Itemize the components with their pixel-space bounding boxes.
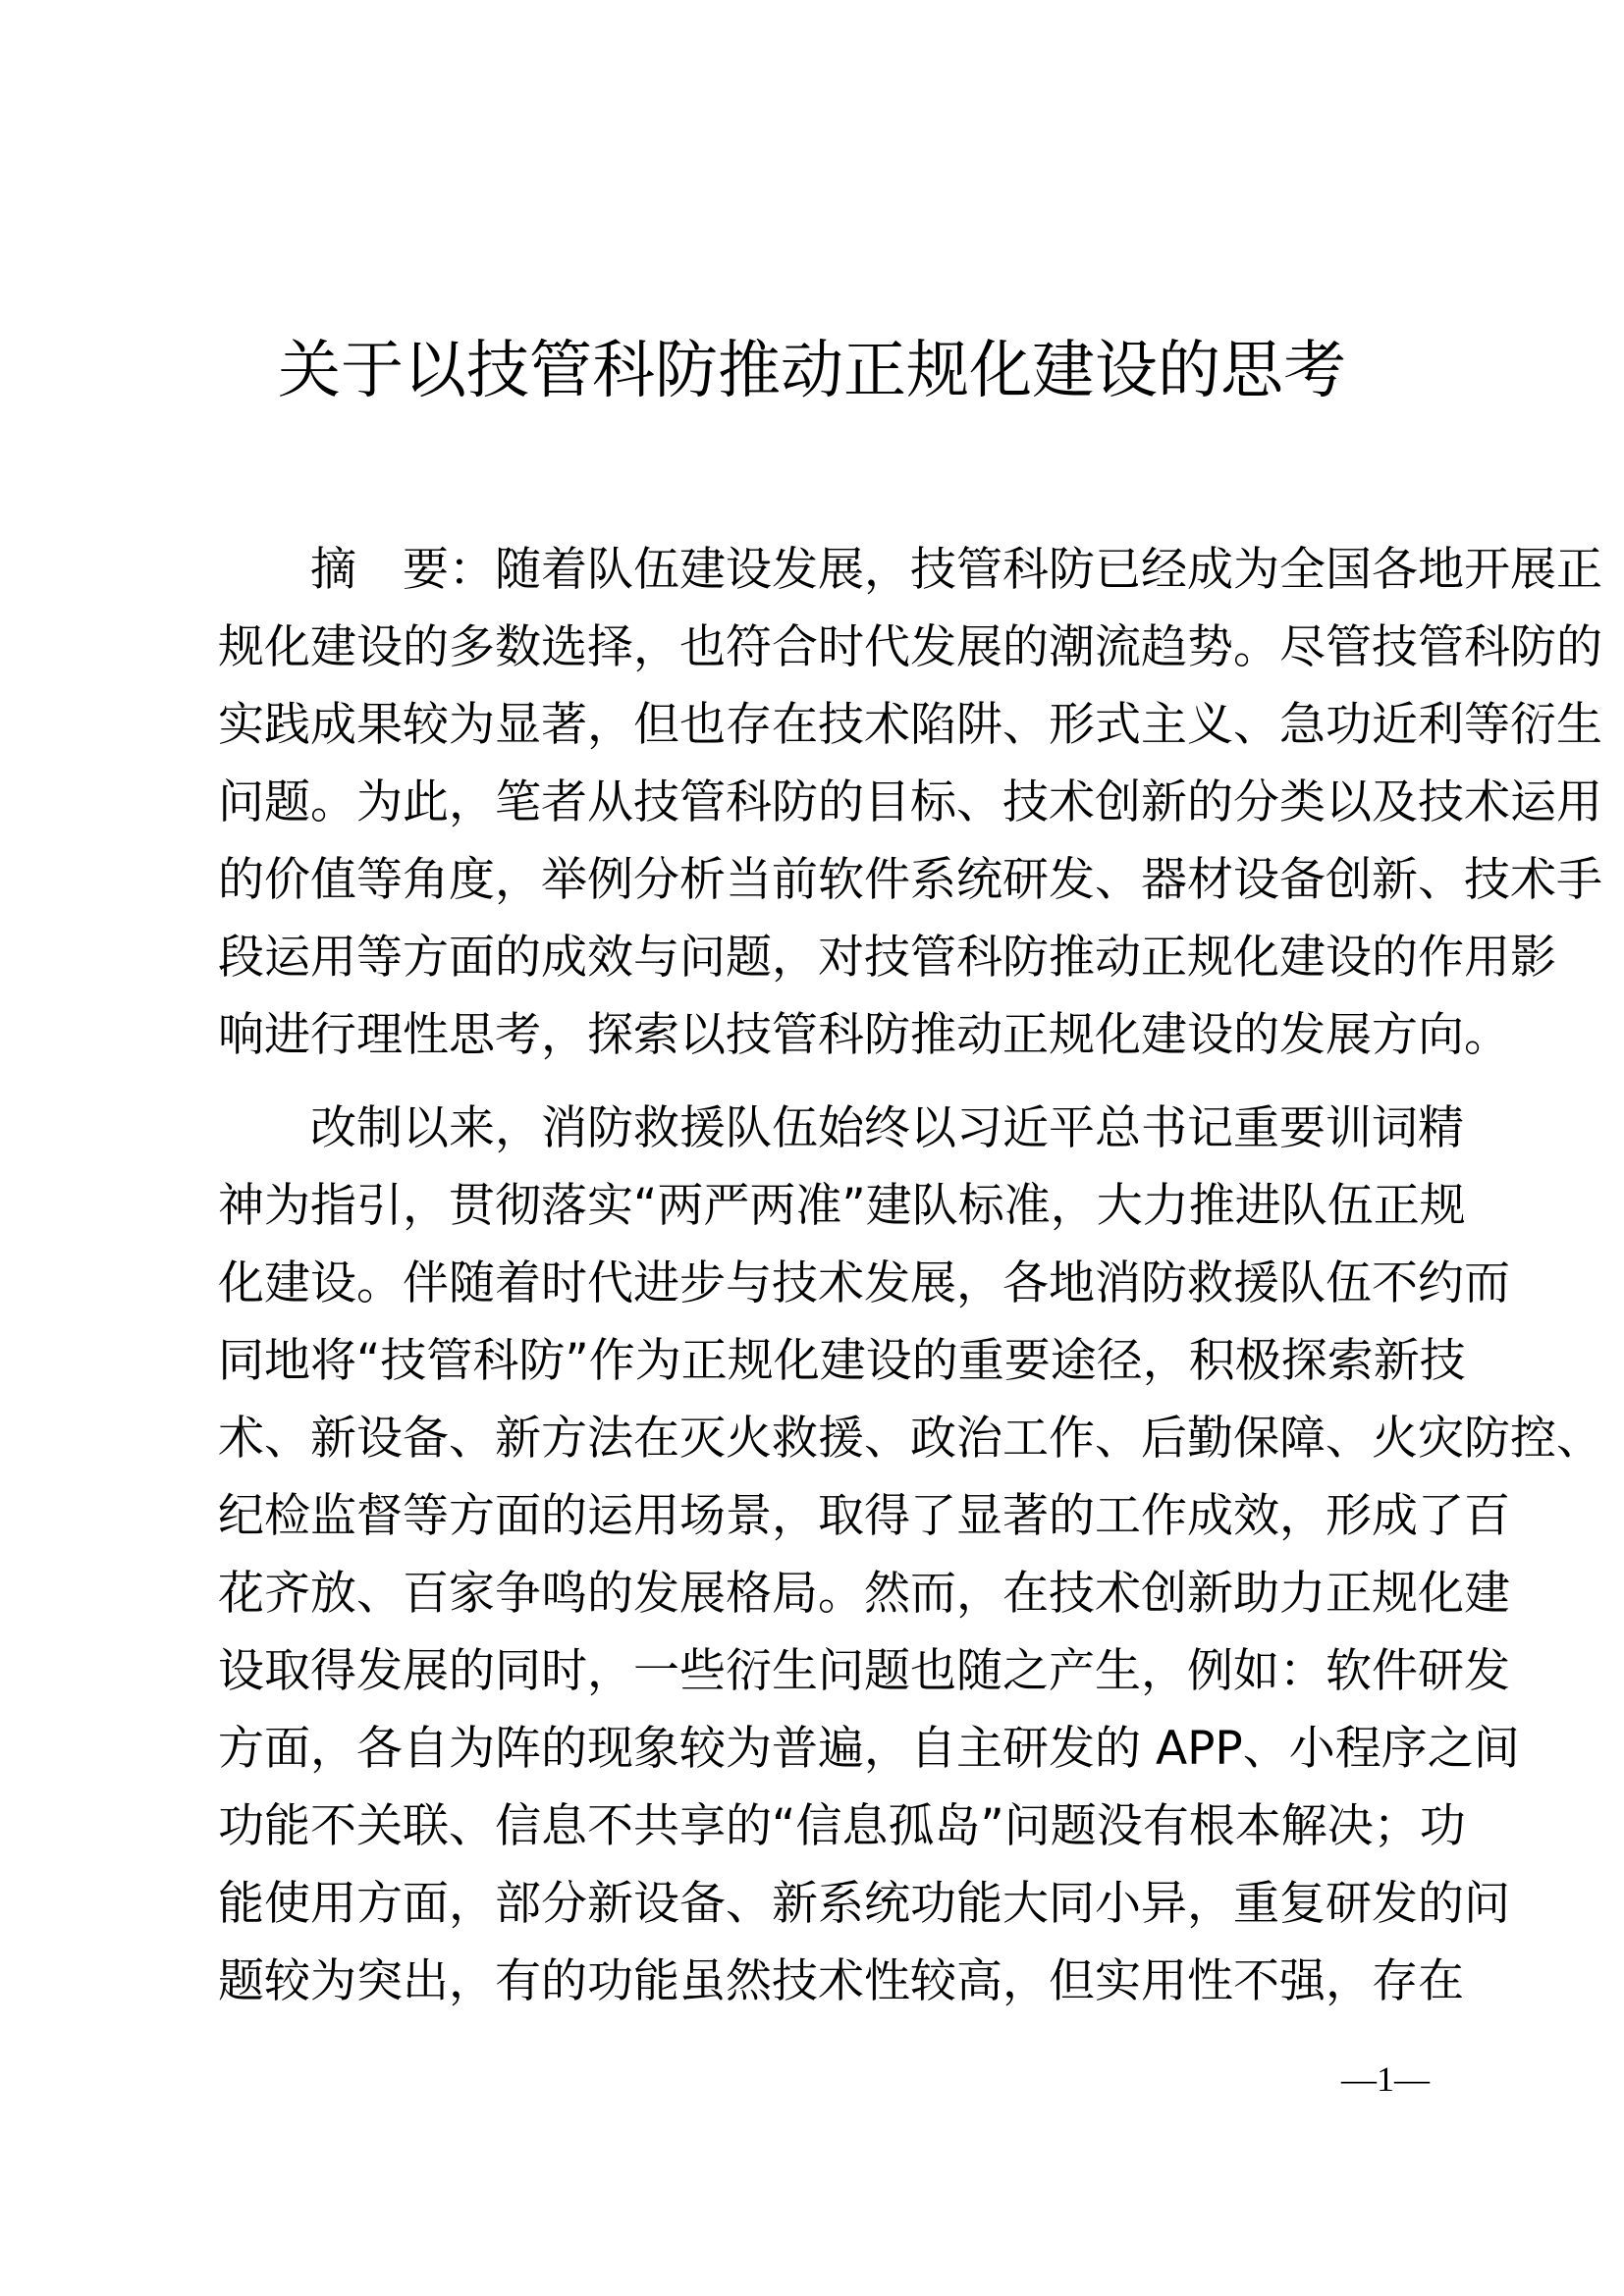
body-line: 题较为突出，有的功能虽然技术性较高，但实用性不强，存在 <box>218 1954 1464 2008</box>
body-line: 方面，各自为阵的现象较为普遍，自主研发的 APP、小程序之间 <box>218 1722 1520 1776</box>
body-line: 同地将“技管科防”作为正规化建设的重要途径，积极探索新技 <box>218 1334 1466 1388</box>
body-line: 纪检监督等方面的运用场景，取得了显著的工作成效，形成了百 <box>218 1489 1510 1543</box>
body-line: 能使用方面，部分新设备、新系统功能大同小异，重复研发的问 <box>218 1877 1510 1931</box>
body-line: 改制以来，消防救援队伍始终以习近平总书记重要训词精 <box>218 1101 1464 1155</box>
body-line: 花齐放、百家争鸣的发展格局。然而，在技术创新助力正规化建 <box>218 1567 1510 1621</box>
abstract-line: 问题。为此，笔者从技管科防的目标、技术创新的分类以及技术运用 <box>218 775 1602 829</box>
abstract-line: 响进行理性思考，探索以技管科防推动正规化建设的发展方向。 <box>218 1008 1510 1062</box>
abstract-line: 摘 要：随着队伍建设发展，技管科防已经成为全国各地开展正 <box>218 543 1602 597</box>
body-line: 神为指引，贯彻落实“两严两准”建队标准，大力推进队伍正规 <box>218 1179 1466 1233</box>
body-line: 功能不关联、信息不共享的“信息孤岛”问题没有根本解决；功 <box>218 1799 1466 1853</box>
abstract-line: 规化建设的多数选择，也符合时代发展的潮流趋势。尽管技管科防的 <box>218 620 1602 674</box>
body-line: 术、新设备、新方法在灭火救援、政治工作、后勤保障、火灾防控、 <box>218 1412 1602 1466</box>
document-title: 关于以技管科防推动正规化建设的思考 <box>278 335 1346 407</box>
abstract-line: 段运用等方面的成效与问题，对技管科防推动正规化建设的作用影 <box>218 931 1556 985</box>
page-number: —1— <box>1341 2059 1430 2099</box>
body-line: 化建设。伴随着时代进步与技术发展，各地消防救援队伍不约而 <box>218 1256 1510 1310</box>
body-line: 设取得发展的同时，一些衍生问题也随之产生，例如：软件研发 <box>218 1644 1510 1698</box>
abstract-line: 的价值等角度，举例分析当前软件系统研发、器材设备创新、技术手 <box>218 853 1602 907</box>
abstract-line: 实践成果较为显著，但也存在技术陷阱、形式主义、急功近利等衍生 <box>218 698 1602 752</box>
